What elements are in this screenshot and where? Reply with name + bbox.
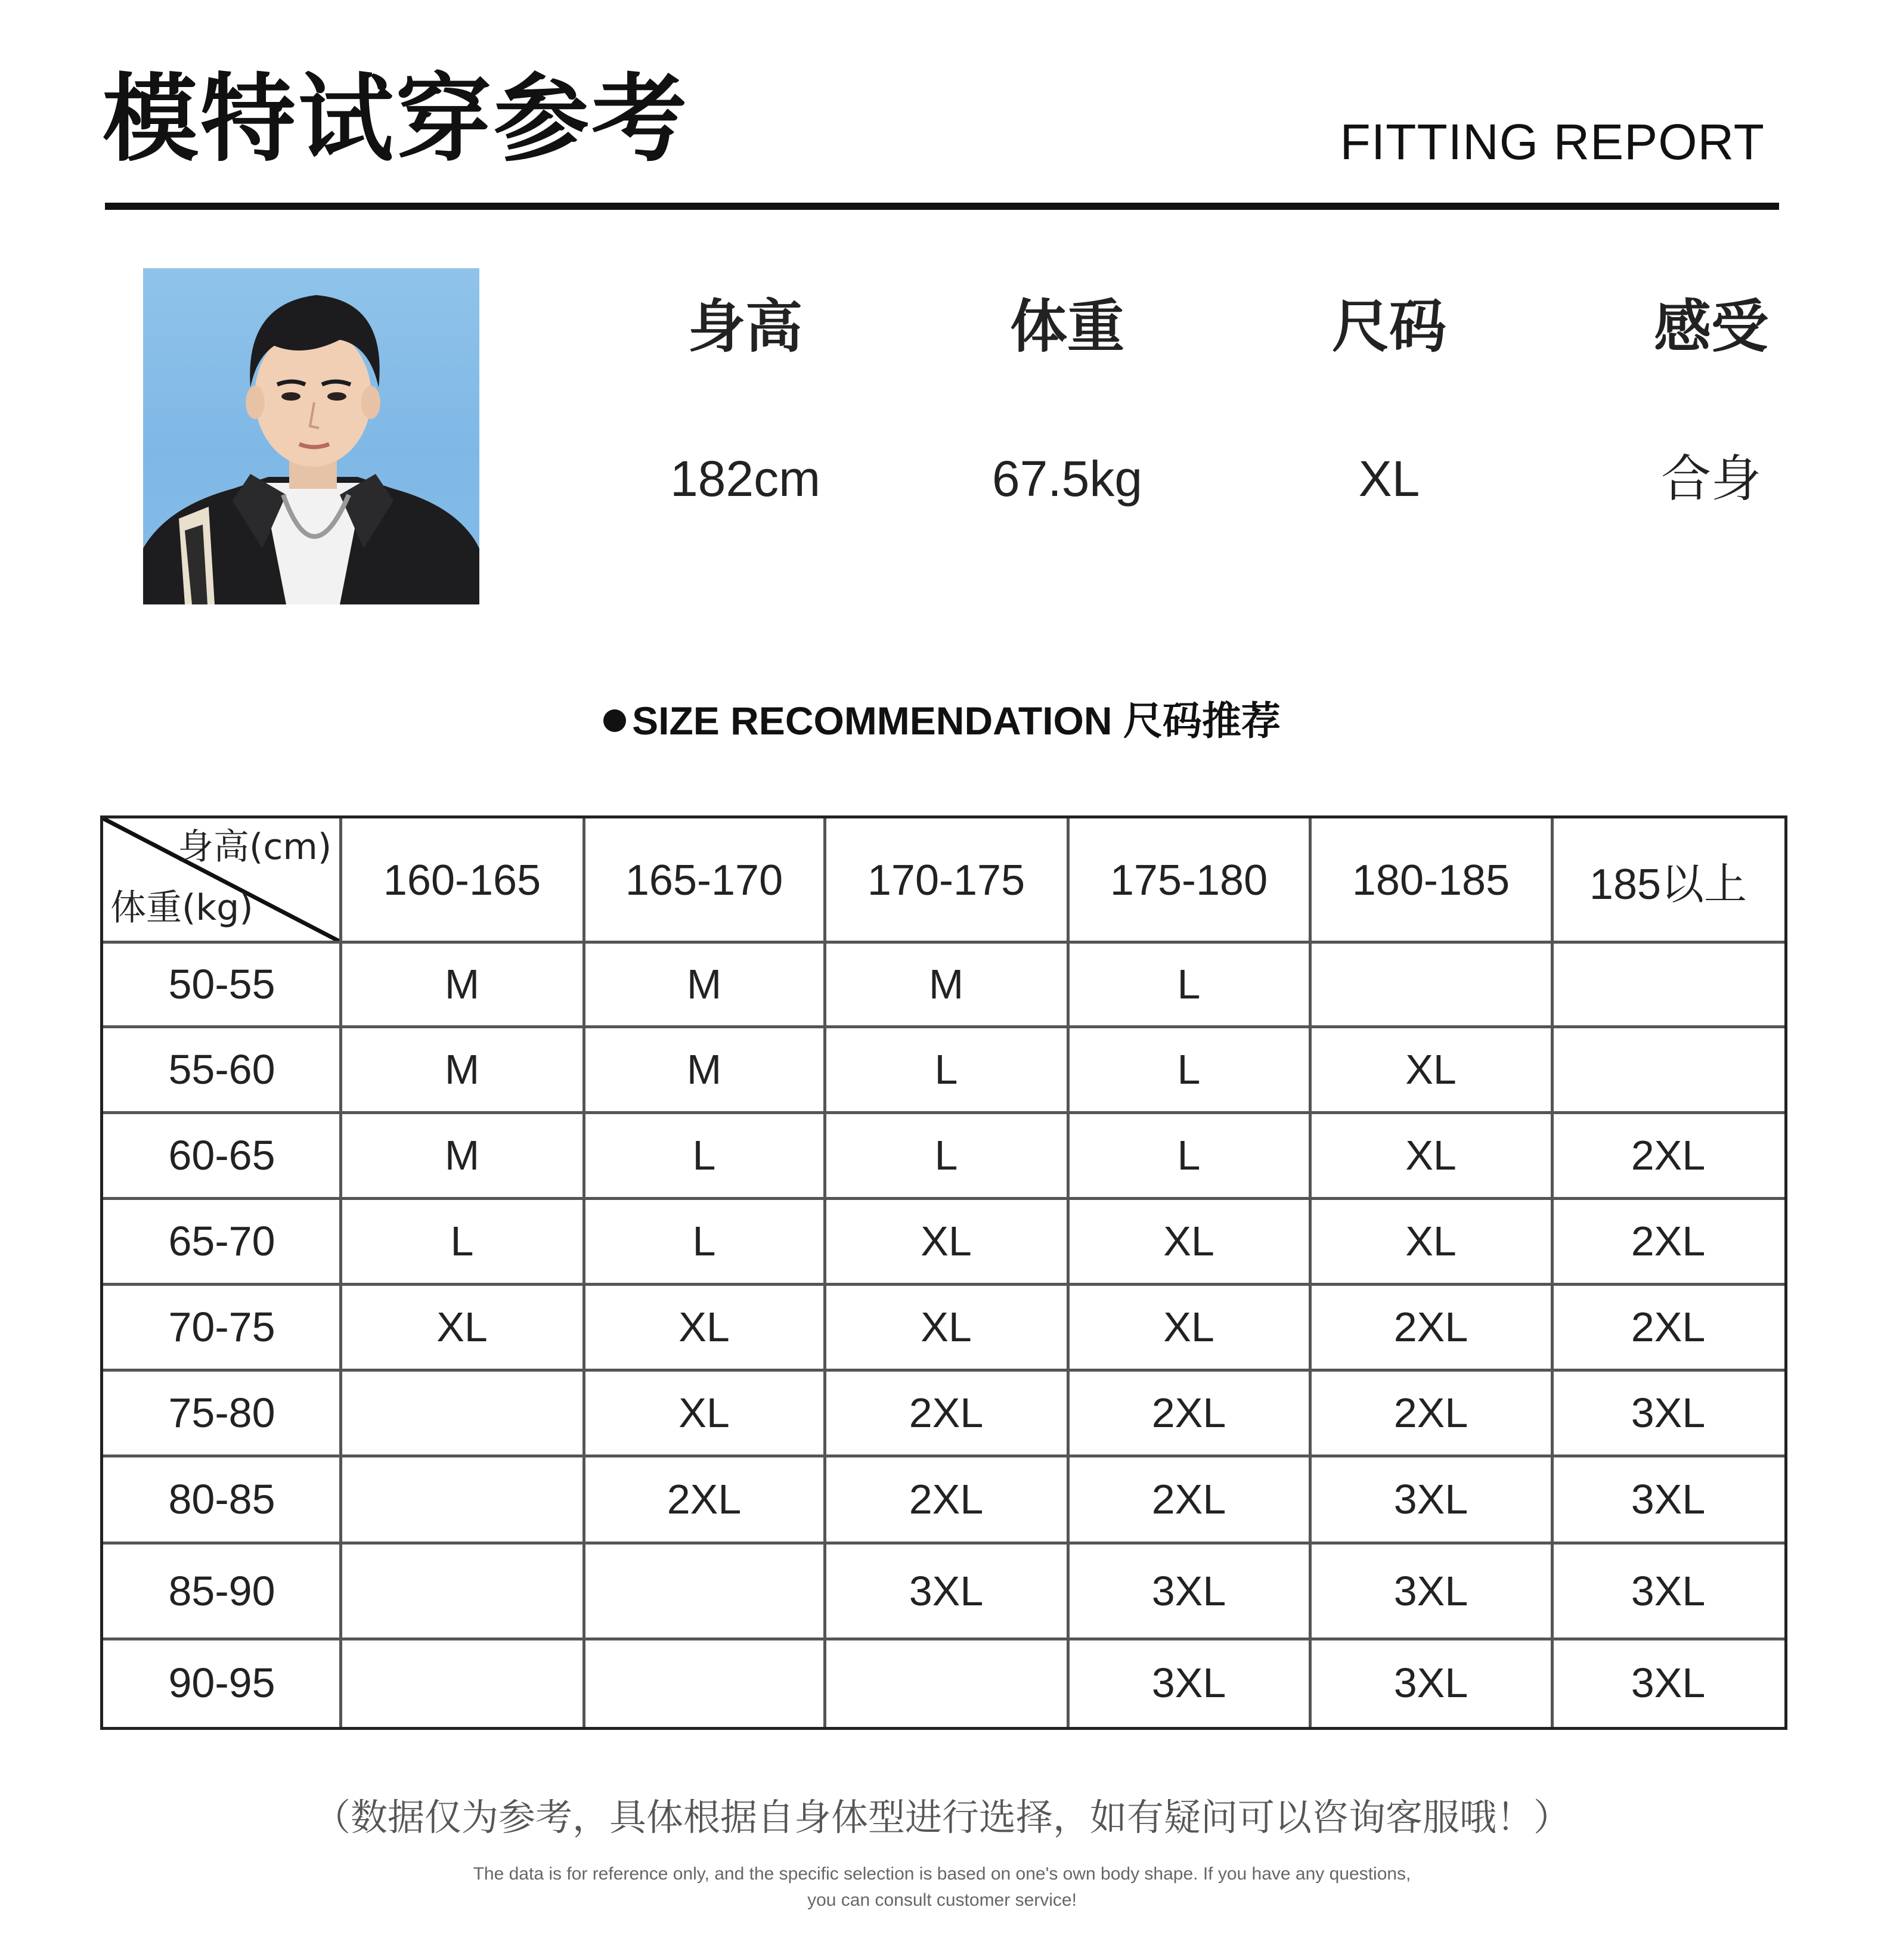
bullet-dot-icon <box>603 709 626 732</box>
weight-range-label: 85-90 <box>168 1567 275 1614</box>
height-range-header: 165-170 <box>625 856 783 904</box>
size-cell: M <box>686 1046 722 1093</box>
height-range-header: 160-165 <box>383 856 541 904</box>
size-cell: XL <box>1163 1304 1214 1350</box>
stat-feel-label: 感受 <box>1654 293 1768 360</box>
size-cell: XL <box>1163 1218 1214 1264</box>
stat-feel <box>1562 293 1860 507</box>
size-cell: 3XL <box>1393 1660 1468 1706</box>
weight-range-label: 80-85 <box>168 1476 275 1522</box>
size-cell: L <box>1177 961 1201 1007</box>
size-cell: 3XL <box>1631 1660 1706 1706</box>
size-cell: XL <box>678 1304 730 1350</box>
size-cell: L <box>450 1218 474 1264</box>
size-cell: 2XL <box>1631 1304 1706 1350</box>
weight-range-label: 50-55 <box>168 961 275 1007</box>
size-cell: 3XL <box>1151 1567 1226 1614</box>
weight-range-label: 60-65 <box>168 1132 275 1179</box>
stat-weight-value: 67.5kg <box>991 451 1143 507</box>
height-range-header: 175-180 <box>1110 856 1268 904</box>
size-cell: 2XL <box>1631 1132 1706 1179</box>
model-photo <box>143 268 479 604</box>
stat-height-value: 182cm <box>670 451 821 507</box>
size-cell: M <box>444 961 480 1007</box>
stat-size <box>1240 293 1538 507</box>
size-cell <box>1310 942 1552 1026</box>
size-cell <box>584 1639 825 1727</box>
weight-range-label: 90-95 <box>168 1660 275 1706</box>
size-cell: XL <box>921 1218 972 1264</box>
size-cell <box>1552 1026 1784 1112</box>
disclaimer-en <box>358 1861 1526 1914</box>
size-cell <box>340 1370 584 1456</box>
size-cell <box>1552 942 1784 1026</box>
size-cell: 2XL <box>1631 1218 1706 1264</box>
corner-weight-label: 体重(kg) <box>110 887 253 929</box>
size-cell: M <box>444 1132 480 1179</box>
size-cell: XL <box>1405 1218 1457 1264</box>
size-cell <box>584 1543 825 1639</box>
size-recommendation-text: SIZE RECOMMENDATION 尺码推荐 <box>632 699 1281 743</box>
stat-height-label: 身高 <box>688 293 802 360</box>
size-cell: XL <box>678 1390 730 1436</box>
size-cell: L <box>692 1218 716 1264</box>
height-range-header: 180-185 <box>1352 856 1510 904</box>
height-range-header: 185以上 <box>1589 860 1747 908</box>
size-table <box>100 815 1787 1730</box>
corner-height-label: 身高(cm) <box>178 826 332 868</box>
weight-range-label: 70-75 <box>168 1304 275 1350</box>
size-cell: M <box>444 1046 480 1093</box>
size-cell <box>340 1543 584 1639</box>
size-cell: L <box>934 1132 958 1179</box>
weight-range-label: 65-70 <box>168 1218 275 1264</box>
size-cell: 3XL <box>1631 1476 1706 1522</box>
weight-range-label: 75-80 <box>168 1390 275 1436</box>
size-cell: XL <box>436 1304 488 1350</box>
size-cell: L <box>934 1046 958 1093</box>
size-cell: 3XL <box>1631 1390 1706 1436</box>
size-cell: XL <box>921 1304 972 1350</box>
page-title-cn: 模特试穿参考 <box>103 63 690 175</box>
stat-height <box>596 293 894 507</box>
stat-feel-value: 合身 <box>1660 451 1761 507</box>
size-cell: 3XL <box>1631 1567 1706 1614</box>
size-cell: L <box>1177 1132 1201 1179</box>
size-cell: 2XL <box>909 1390 984 1436</box>
model-portrait-image <box>143 268 479 604</box>
size-cell: 2XL <box>1151 1390 1226 1436</box>
stat-size-label: 尺码 <box>1332 293 1446 360</box>
size-recommendation-heading <box>0 699 1884 743</box>
disclaimer-en-line2: you can consult customer service! <box>807 1890 1077 1910</box>
stat-weight <box>918 293 1216 507</box>
size-cell: 2XL <box>1393 1390 1468 1436</box>
size-cell: M <box>686 961 722 1007</box>
size-cell <box>825 1639 1068 1727</box>
size-cell: 3XL <box>909 1567 984 1614</box>
size-cell: 3XL <box>1151 1660 1226 1706</box>
disclaimer-en-line1: The data is for reference only, and the specific selection is based on one's own body shape. If you have any questions, <box>473 1864 1411 1884</box>
size-cell: L <box>1177 1046 1201 1093</box>
title-divider <box>105 203 1779 210</box>
size-cell: XL <box>1405 1046 1457 1093</box>
weight-range-label: 55-60 <box>168 1046 275 1093</box>
size-cell <box>340 1456 584 1543</box>
stat-weight-label: 体重 <box>1010 293 1124 360</box>
disclaimer-cn: （数据仅为参考，具体根据自身体型进行选择，如有疑问可以咨询客服哦！） <box>313 1795 1570 1839</box>
size-cell: 2XL <box>1393 1304 1468 1350</box>
size-cell: 3XL <box>1393 1476 1468 1522</box>
size-cell: 2XL <box>1151 1476 1226 1522</box>
size-cell: XL <box>1405 1132 1457 1179</box>
height-range-header: 170-175 <box>867 856 1025 904</box>
size-cell <box>340 1639 584 1727</box>
size-cell: 2XL <box>909 1476 984 1522</box>
size-cell: L <box>692 1132 716 1179</box>
size-cell: 2XL <box>667 1476 742 1522</box>
page-title-en: FITTING REPORT <box>1340 114 1765 170</box>
size-cell: M <box>928 961 964 1007</box>
size-cell: 3XL <box>1393 1567 1468 1614</box>
stat-size-value: XL <box>1358 451 1420 507</box>
